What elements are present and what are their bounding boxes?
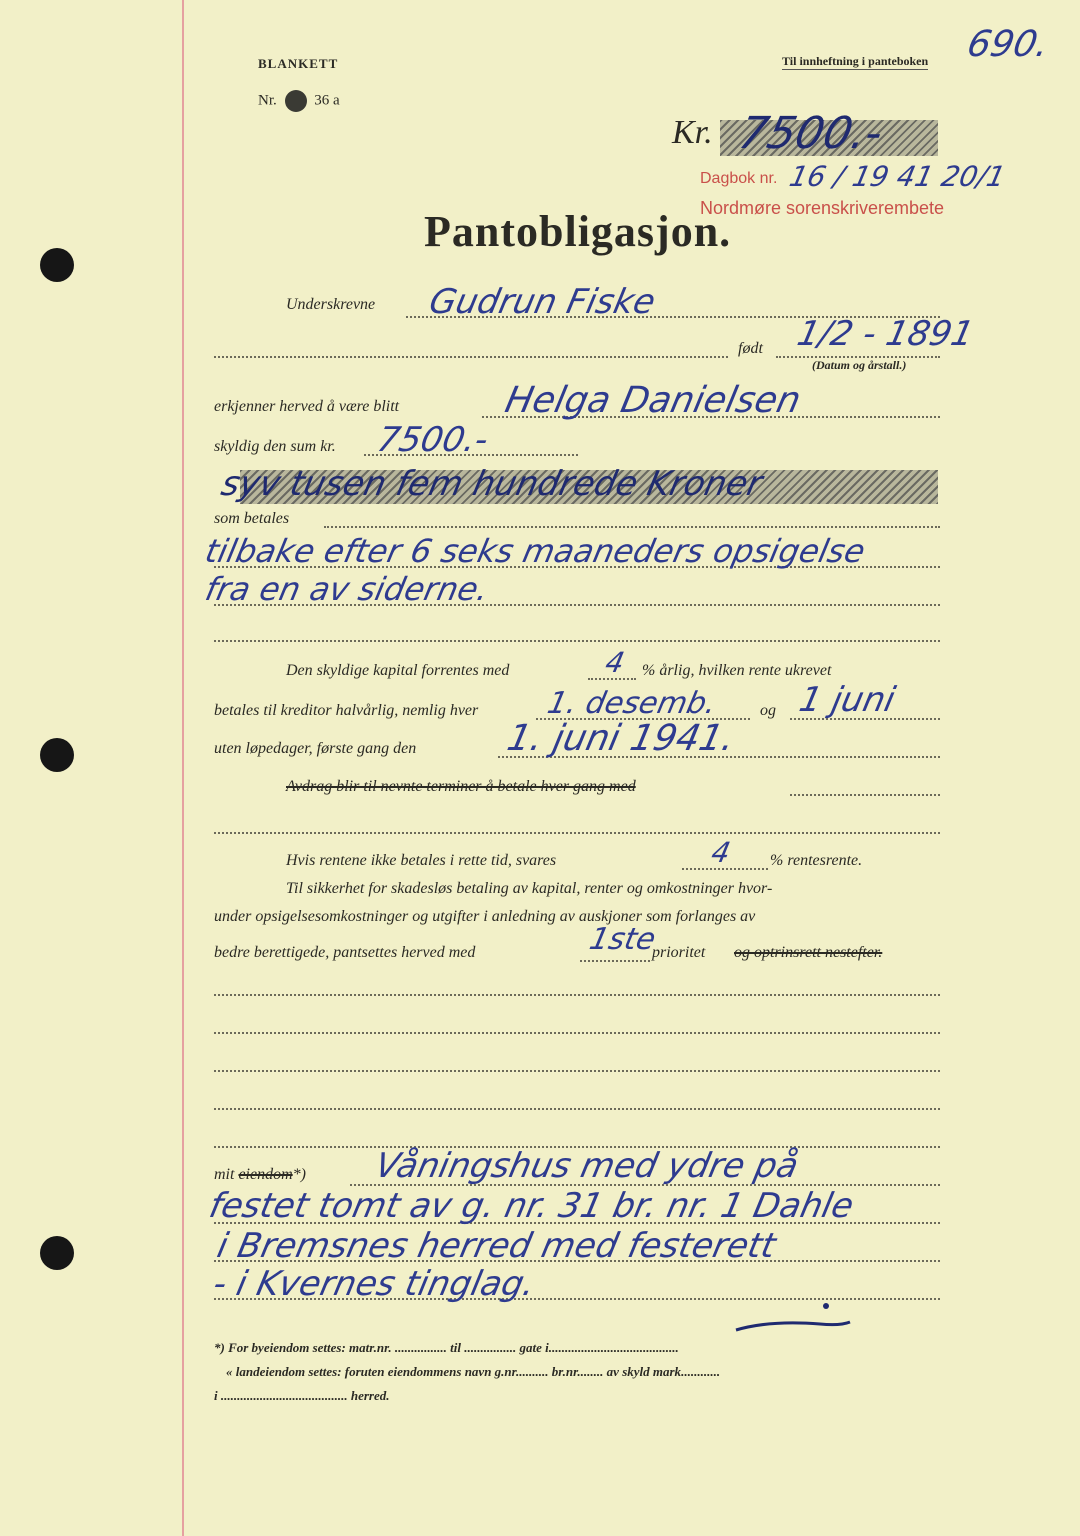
binding-note: Til innheftning i panteboken <box>782 54 929 68</box>
blankett-label: BLANKETT <box>258 56 339 71</box>
property-line-4: - i Kvernes tinglag. <box>209 1264 539 1304</box>
fill-line <box>214 1070 940 1072</box>
fill-line <box>214 832 940 834</box>
skyldig-value: 7500.- <box>373 420 492 460</box>
security-line-3a: bedre berettigede, pantsettes herved med <box>214 944 476 961</box>
fill-line <box>580 960 650 962</box>
security-line-1: Til sikkerhet for skadesløs betaling av kapital, renter og omkostninger hvor- <box>286 880 773 897</box>
prioritet-value: 1ste <box>586 922 659 957</box>
folio-number: 690. <box>963 24 1053 65</box>
page-title: Pantobligasjon. <box>424 207 732 256</box>
interest-text-b: % årlig, hvilken rente ukrevet <box>642 662 832 679</box>
skyldig-label: skyldig den sum kr. <box>214 438 336 455</box>
margin-rule <box>182 0 184 1536</box>
fill-line <box>790 794 940 796</box>
form-number: Nr. 36 a <box>258 90 340 112</box>
punch-hole <box>40 738 74 772</box>
fill-line <box>214 640 940 642</box>
fill-line <box>214 994 940 996</box>
signature-mark <box>730 1300 860 1340</box>
fill-line <box>214 356 728 358</box>
fill-line <box>214 1108 940 1110</box>
betales-line-1: tilbake efter 6 seks maaneders opsigelse <box>201 532 869 570</box>
punch-hole <box>40 1236 74 1270</box>
fodt-value: 1/2 - 1891 <box>793 314 978 354</box>
security-line-2: under opsigelsesomkostninger og utgifter i anledning av auskjoner som forlanges av <box>214 908 756 925</box>
office-stamp: Nordmøre sorenskriverembete <box>700 198 945 218</box>
interest-text-a: Den skyldige kapital forrentes med <box>286 662 510 679</box>
footnote-line-3: i ....................................... herred. <box>214 1388 390 1403</box>
betales-label: som betales <box>214 510 290 527</box>
datum-label: (Datum og årstall.) <box>812 358 907 372</box>
term-date-1: 1. desemb. <box>544 686 720 721</box>
dagbok-label: Dagbok nr. <box>700 170 778 187</box>
fill-line <box>214 1032 940 1034</box>
footnote-line-1: *) For byeiendom settes: matr.nr. ................ til ................ gate i........................................ <box>214 1340 679 1355</box>
interest-line-3: uten løpedager, første gang den <box>214 740 417 757</box>
undersk-label: Underskrevne <box>286 296 376 313</box>
hvis-text-a: Hvis rentene ikke betales i rette tid, svares <box>286 852 557 869</box>
fodt-label: født <box>738 340 763 357</box>
amount-words: syv tusen fem hundrede Kroner <box>217 464 766 504</box>
interest-rate: 4 <box>602 646 628 679</box>
dagbok-value: 16 / 19 41 20/1 <box>786 160 1009 193</box>
undersk-value: Gudrun Fiske <box>425 282 659 322</box>
amount-label: Kr. <box>672 114 713 151</box>
first-date: 1. juni 1941. <box>503 718 739 759</box>
footnote-line-2: « landeiendom settes: foruten eiendommens navn g.nr.......... br.nr........ av skyld mark............ <box>226 1364 721 1379</box>
property-line-1: Våningshus med ydre på <box>371 1146 802 1186</box>
avdrag-text: Avdrag blir til nevnte terminer å betale hver gang med <box>286 778 636 795</box>
security-line-3-strike: og optrinsrett nestefter. <box>734 944 883 961</box>
amount-value: 7500.- <box>734 108 888 159</box>
security-line-3b: prioritet <box>652 944 706 961</box>
punch-hole <box>40 248 74 282</box>
erkj-label: erkjenner herved å være blitt <box>214 398 400 415</box>
property-line-2: festet tomt av g. nr. 31 br. nr. 1 Dahle <box>205 1186 858 1226</box>
property-mit: mit eiendom*) <box>214 1166 306 1183</box>
interest-line-2: betales til kreditor halvårlig, nemlig hver <box>214 702 479 719</box>
fill-line <box>324 526 940 528</box>
hvis-text-b: % rentesrente. <box>770 852 863 869</box>
property-line-3: i Bremsnes herred med festerett <box>213 1226 780 1266</box>
betales-line-2: fra en av siderne. <box>201 570 492 608</box>
erkj-value: Helga Danielsen <box>501 380 805 421</box>
og-label: og <box>760 702 776 719</box>
hvis-rate: 4 <box>708 836 734 869</box>
term-date-2: 1 juni <box>795 680 899 720</box>
seal-icon <box>285 90 307 112</box>
